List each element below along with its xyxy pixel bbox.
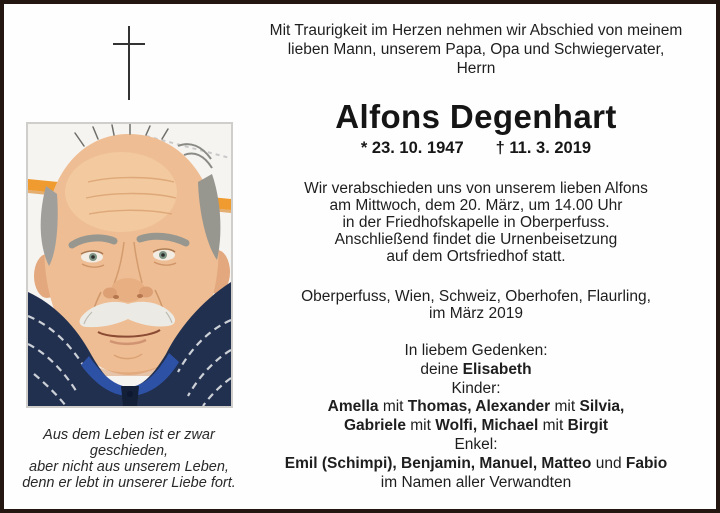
farewell-line: Wir verabschieden uns von unserem lieben Alfons (304, 180, 648, 197)
farewell-line: am Mittwoch, dem 20. März, um 14.00 Uhr (329, 197, 623, 214)
birth-date: * 23. 10. 1947 (360, 139, 464, 157)
children-line: Gabriele mit Wolfi, Michael mit Birgit (343, 417, 609, 435)
places-line: Oberperfuss, Wien, Schweiz, Oberhofen, Flaurling, (301, 288, 651, 305)
wife-line: deine Elisabeth (420, 360, 532, 378)
memorial-block (246, 342, 706, 492)
places-block (246, 288, 706, 322)
intro-line: Mit Traurigkeit im Herzen nehmen wir Abschied von meinem (269, 22, 683, 39)
grandchildren-line: Emil (Schimpi), Benjamin, Manuel, Matteo und Fabio (284, 454, 668, 472)
children-line: Amella mit Thomas, Alexander mit Silvia, (327, 398, 625, 416)
poem-line: Aus dem Leben ist er zwar geschieden, (43, 427, 215, 459)
collar-button (127, 391, 133, 397)
grandchildren-heading: Enkel: (454, 435, 498, 453)
intro-line: lieben Mann, unserem Papa, Opa und Schwiegervater, (287, 41, 665, 58)
places-line: im März 2019 (429, 305, 523, 322)
cross-icon (96, 23, 162, 103)
poem-block (8, 427, 250, 491)
poem-line: denn er lebt in unserer Liebe fort. (22, 475, 236, 491)
farewell-line: in der Friedhofskapelle in Oberperfuss. (342, 214, 610, 231)
deceased-name: Alfons Degenhart (335, 98, 617, 135)
intro-paragraph (246, 21, 706, 78)
children-heading: Kinder: (451, 379, 501, 397)
farewell-line: auf dem Ortsfriedhof statt. (386, 248, 566, 265)
closing-line: im Namen aller Verwandten (380, 473, 572, 491)
portrait-photo (26, 122, 233, 408)
life-dates (246, 138, 706, 158)
poem-line: aber nicht aus unserem Leben, (29, 459, 229, 475)
farewell-line: Anschließend findet die Urnenbeisetzung (334, 231, 618, 248)
memorial-heading: In liebem Gedenken: (404, 342, 548, 359)
intro-line: Herrn (456, 60, 496, 77)
death-date: † 11. 3. 2019 (495, 139, 592, 157)
farewell-paragraph (246, 180, 706, 265)
